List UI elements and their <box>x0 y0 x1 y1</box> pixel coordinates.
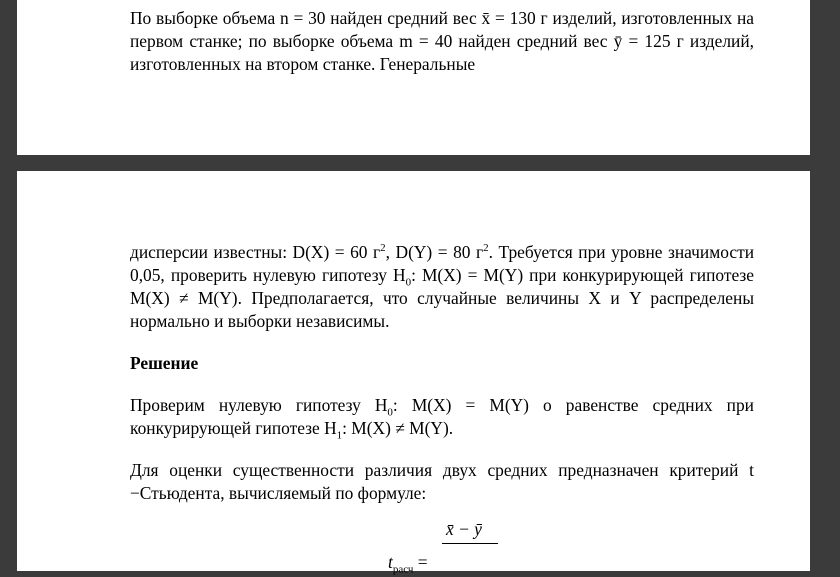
document-page-1 <box>17 0 810 155</box>
subscript: 0 <box>405 276 412 289</box>
subscript: 0 <box>387 406 393 419</box>
problem-statement-continued <box>130 171 754 333</box>
subscript: 1 <box>336 429 343 442</box>
fraction-bar <box>442 543 498 544</box>
superscript: 2 <box>483 242 489 255</box>
text-fragment: дисперсии известны: D(X) = 60 г <box>130 242 381 262</box>
text-fragment: : M(X) ≠ M(Y). <box>342 418 454 438</box>
hypothesis-paragraph <box>130 394 754 440</box>
text-fragment: Проверим нулевую гипотезу H <box>130 395 388 415</box>
text-fragment: , D(Y) = 80 г <box>385 242 484 262</box>
text-fragment: . Требуется при уровне значимости 0,05, проверить нулевую гипотезу H <box>130 242 754 285</box>
text-fragment: : M(X) = M(Y) при конкурирующей гипотезе M(X) ≠ M(Y). Предполагается, что случайные величины X и Y распределены нормально и выборки независимы. <box>130 265 754 331</box>
formula-subscript: расч <box>392 563 414 576</box>
formula-equals: = <box>413 552 428 572</box>
document-page-2 <box>17 171 810 576</box>
solution-heading: Решение <box>130 353 199 373</box>
criterion-paragraph: Для оценки существенности различия двух средних предназначен критерий t −Стьюдента, вычисляемый по формуле: <box>130 460 754 503</box>
formula-variable: t <box>388 552 393 572</box>
text-fragment: : M(X) = M(Y) о равенстве средних при конкурирующей гипотезе H <box>130 395 754 438</box>
formula-lhs <box>388 552 428 576</box>
problem-statement-start: По выборке объема n = 30 найден средний вес x̄ = 130 г изделий, изготовленных на первом станке; по выборке объема m = 40 найден средний вес ȳ = 125 г изделий, изготовленных на втором станке. Генеральные <box>130 8 754 74</box>
formula-numerator: x̄ − ȳ <box>446 519 482 539</box>
t-statistic-formula <box>130 517 754 577</box>
superscript: 2 <box>380 242 386 255</box>
